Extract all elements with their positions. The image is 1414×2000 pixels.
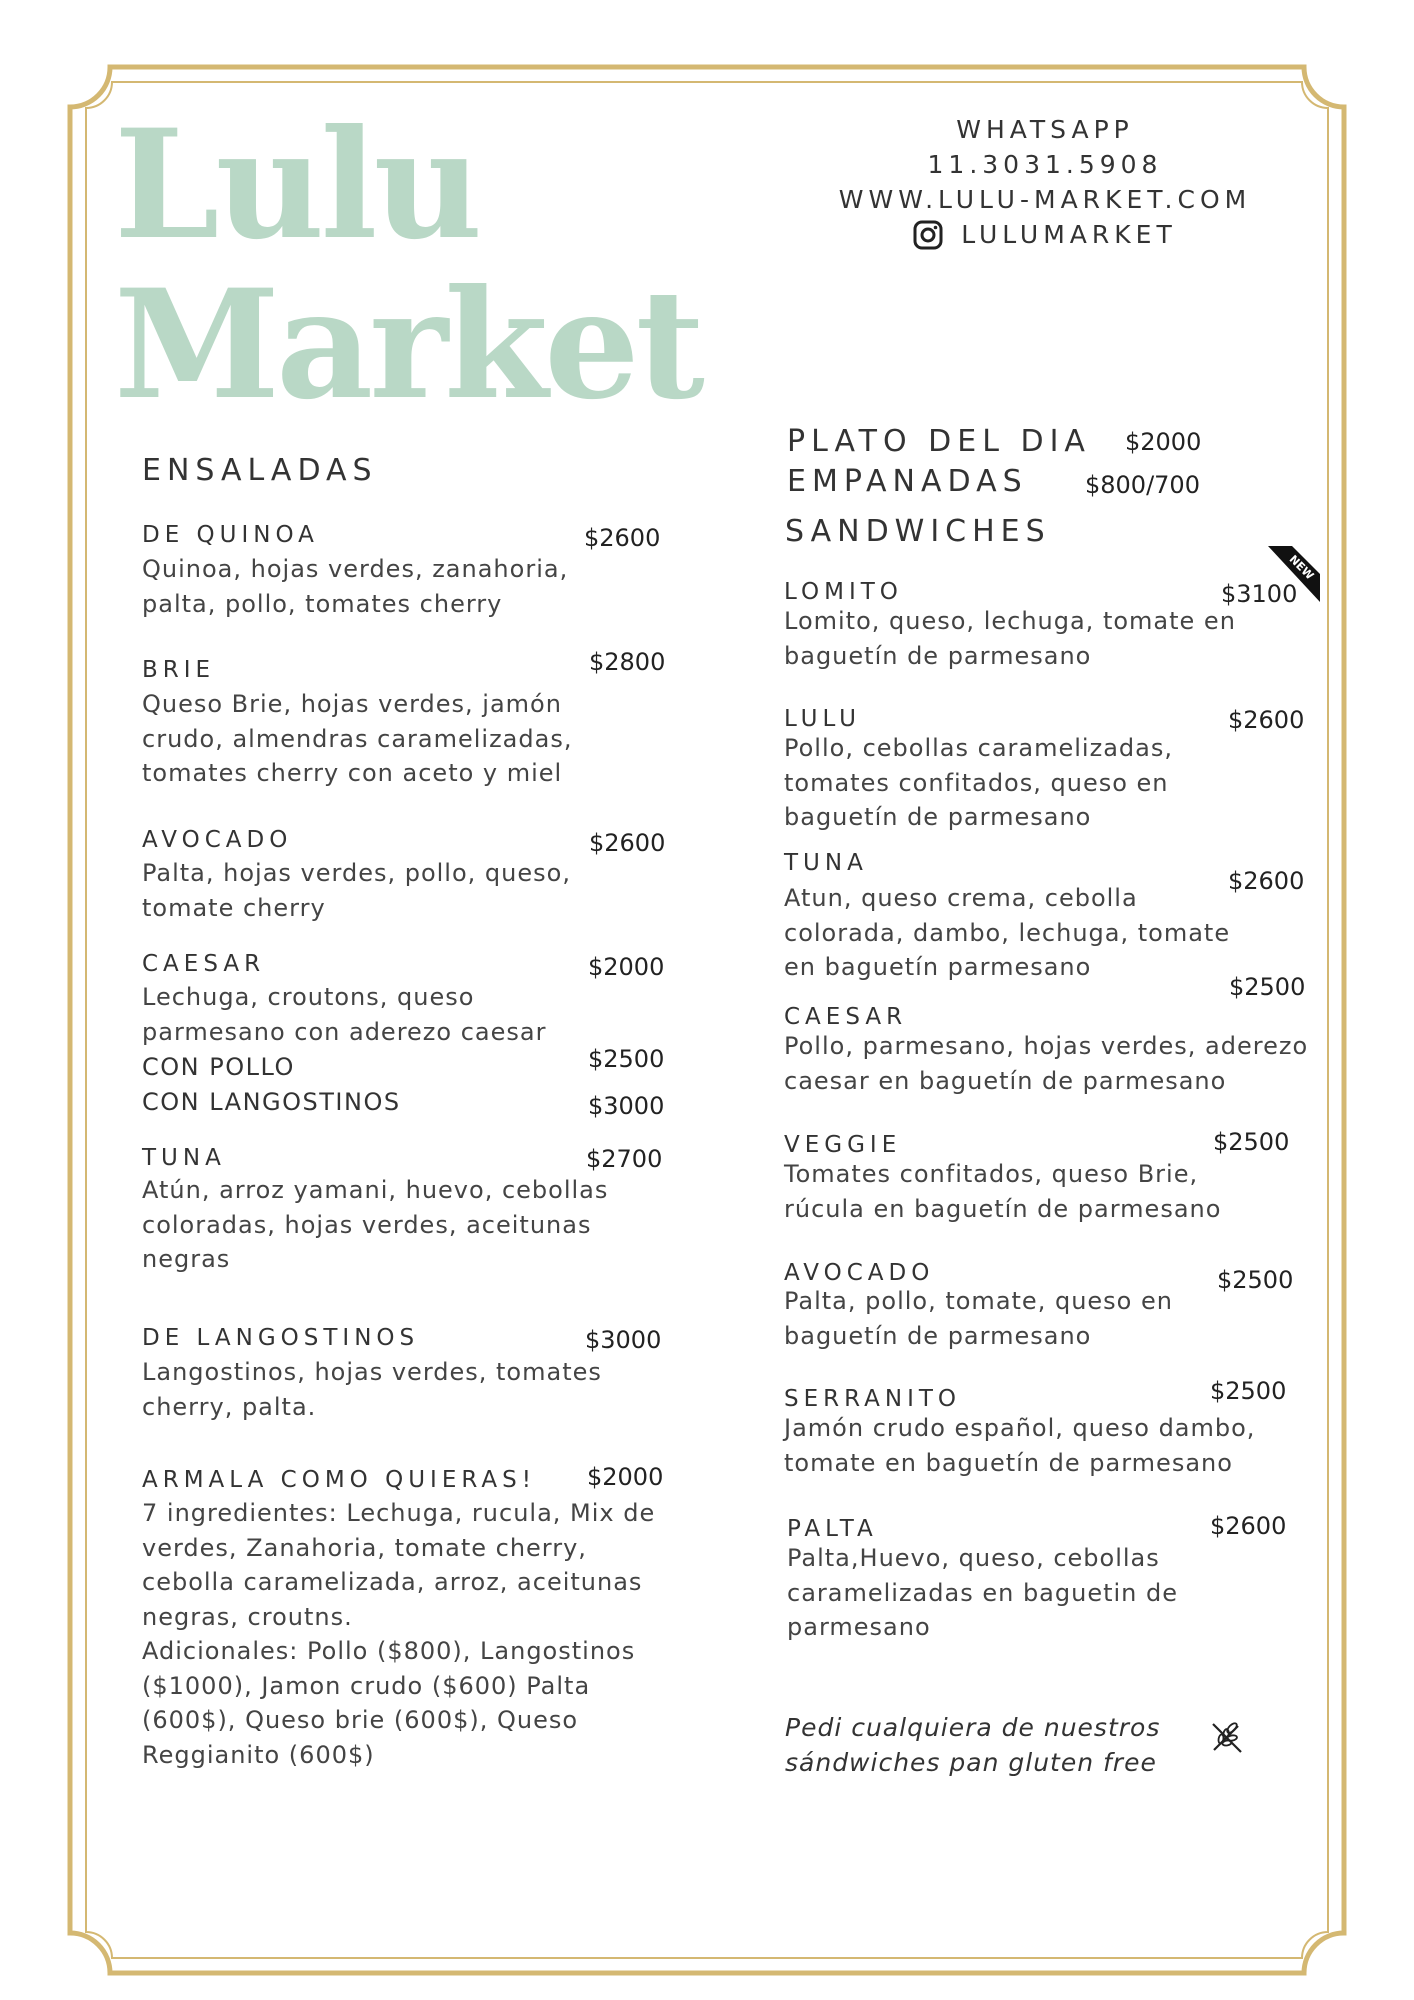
salad-description: Queso Brie, hojas verdes, jamón crudo, almendras caramelizadas, tomates cherry con aceto y miel [142,690,573,787]
new-badge-label: NEW [1286,552,1317,583]
sandwich-description: Palta,Huevo, queso, cebollas caramelizadas en baguetin de parmesano [787,1544,1179,1641]
gluten-free-note: Pedi cualquiera de nuestros sándwiches pan gluten free [785,1713,1161,1777]
sandwich-price: $2600 [1228,867,1305,895]
sandwich-description: Jamón crudo español, queso dambo, tomate en baguetín de parmesano [784,1414,1256,1477]
contact-block [800,112,1290,259]
sandwich-name: PALTA [787,1516,878,1542]
sandwich-description: Atun, queso crema, cebolla colorada, dambo, lechuga, tomate en baguetín parmesano [784,884,1231,981]
instagram-handle: LULUMARKET [961,220,1177,249]
salad-description: Langostinos, hojas verdes, tomates cherry, palta. [142,1358,602,1421]
section-title-ensaladas: ENSALADAS [142,453,378,488]
caesar-option-pollo-price: $2500 [588,1045,665,1073]
caesar-option-langostinos: CON LANGOSTINOS [142,1088,401,1116]
salad-price: $3000 [585,1326,662,1354]
sandwich-description: Palta, pollo, tomate, queso en baguetín de parmesano [784,1287,1173,1350]
salad-name: ARMALA COMO QUIERAS! [142,1467,536,1493]
sandwich-description: Pollo, parmesano, hojas verdes, aderezo caesar en baguetín de parmesano [784,1032,1309,1095]
salad-name: TUNA [142,1145,226,1171]
sandwich-price: $2600 [1228,706,1305,734]
sandwich-price: $2600 [1210,1512,1287,1540]
salad-name: AVOCADO [142,827,293,853]
section-title-empanadas: EMPANADAS [787,464,1028,499]
salad-price: $2800 [589,648,666,676]
salad-price: $2000 [587,1463,664,1491]
sandwich-description: Lomito, queso, lechuga, tomate en baguetín de parmesano [784,607,1236,670]
gluten-free-wheat-icon [1210,1720,1244,1754]
caesar-option-langostinos-price: $3000 [588,1092,665,1120]
empanadas-price: $800/700 [1085,471,1200,499]
sandwich-name: LULU [784,706,862,732]
caesar-option-pollo: CON POLLO [142,1053,295,1081]
sandwich-name: VEGGIE [784,1132,902,1158]
salad-description: Quinoa, hojas verdes, zanahoria, palta, pollo, tomates cherry [142,555,569,618]
sandwich-price: $2500 [1210,1377,1287,1405]
sandwich-name: AVOCADO [784,1260,935,1286]
salad-description: Palta, hojas verdes, pollo, queso, tomate cherry [142,859,571,922]
instagram-icon [913,220,943,250]
sandwich-name: SERRANITO [784,1386,962,1412]
salad-price: $2600 [584,524,661,552]
salad-price: $2700 [586,1145,663,1173]
salad-price: $2600 [589,829,666,857]
sandwich-name: LOMITO [784,579,903,605]
plato-del-dia-price: $2000 [1125,428,1202,456]
sandwich-name: TUNA [784,850,868,876]
sandwich-description: Pollo, cebollas caramelizadas, tomates confitados, queso en baguetín de parmesano [784,734,1173,831]
section-title-sandwiches: SANDWICHES [785,514,1051,549]
website-link[interactable]: WWW.LULU-MARKET.COM [838,185,1252,214]
sandwich-price: $2500 [1213,1128,1290,1156]
salad-description: 7 ingredientes: Lechuga, rucula, Mix de verdes, Zanahoria, tomate cherry, cebolla caramelizada, arroz, aceitunas negras, croutns. Adicionales: Pollo ($800), Langostinos ($1000), Jamon crudo ($600) Palta (600$), Queso brie (600$), Queso Reggianito (600$) [142,1499,656,1769]
logo-market: Market [114,257,701,433]
phone-number: 11.3031.5908 [927,150,1163,179]
whatsapp-label: WHATSAPP [956,115,1134,144]
salad-description: Atún, arroz yamani, huevo, cebollas coloradas, hojas verdes, aceitunas negras [142,1176,609,1273]
salad-name: CAESAR [142,951,266,977]
sandwich-price: $2500 [1229,973,1306,1001]
salad-name: DE QUINOA [142,522,319,548]
logo-lulu: Lulu [114,97,479,273]
sandwich-price: $3100 [1221,580,1298,608]
sandwich-price: $2500 [1217,1266,1294,1294]
salad-name: BRIE [142,657,216,683]
section-title-plato-del-dia: PLATO DEL DIA [787,424,1091,459]
salad-description: Lechuga, croutons, queso parmesano con aderezo caesar [142,983,547,1046]
salad-price: $2000 [588,953,665,981]
sandwich-description: Tomates confitados, queso Brie, rúcula en baguetín de parmesano [784,1160,1222,1223]
instagram-handle-row[interactable] [913,217,1176,252]
sandwich-name: CAESAR [784,1004,908,1030]
salad-name: DE LANGOSTINOS [142,1325,420,1351]
